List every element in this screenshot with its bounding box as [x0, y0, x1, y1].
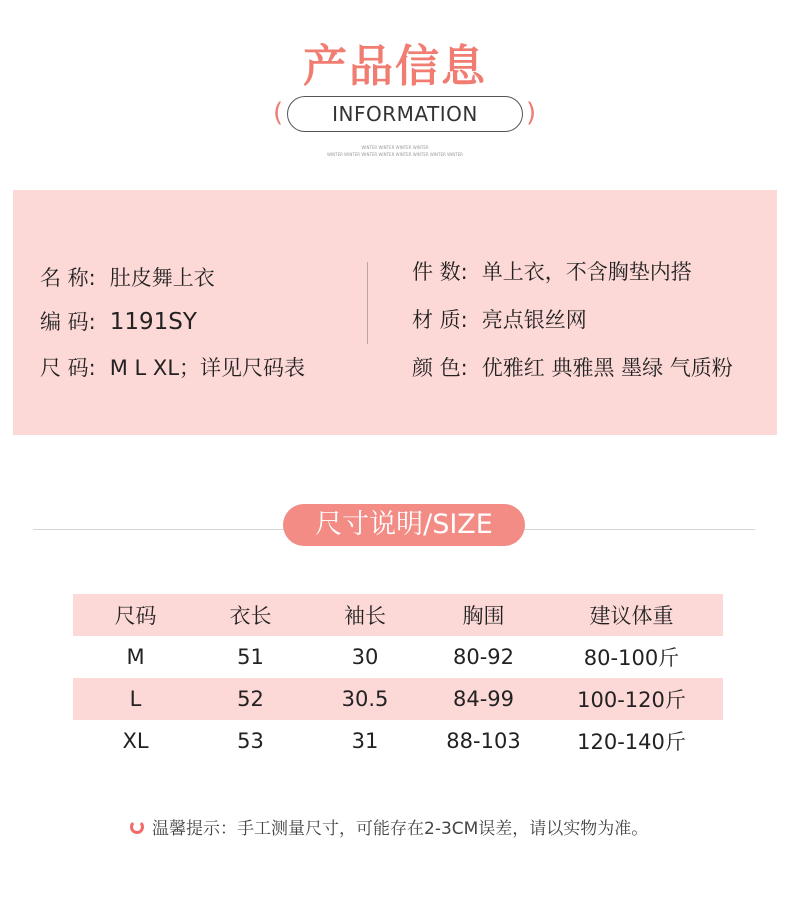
- table-row: [73, 678, 723, 720]
- column-header: 胸围: [462, 604, 505, 628]
- table-cell: 88-103: [446, 729, 521, 753]
- table-cell: 51: [237, 645, 264, 669]
- table-cell: 52: [237, 687, 264, 711]
- table-cell: M: [126, 645, 145, 669]
- circle-arrow-icon: [130, 820, 144, 834]
- table-cell: 80-92: [452, 645, 515, 669]
- right-parenthesis: ): [526, 98, 537, 128]
- field-value: 肚皮舞上衣: [109, 266, 215, 290]
- information-subtitle: INFORMATION: [287, 96, 523, 132]
- field-label: 材 质:: [412, 308, 468, 332]
- panel-divider: [367, 262, 368, 344]
- field-value: 亮点银丝网: [481, 308, 587, 332]
- field-value: 优雅红 典雅黑 墨绿 气质粉: [481, 356, 733, 380]
- product-count-row: [412, 256, 692, 286]
- product-name-row: [40, 262, 215, 292]
- table-cell: XL: [122, 729, 149, 753]
- field-value: 单上衣，不含胸垫内搭: [481, 260, 692, 284]
- table-cell: L: [129, 687, 142, 711]
- field-label: 尺 码:: [40, 356, 96, 380]
- column-header: 建议体重: [589, 604, 674, 628]
- product-color-row: [412, 352, 733, 382]
- table-cell: 53: [237, 729, 264, 753]
- note-text: 温馨提示：手工测量尺寸，可能存在2-3CM误差，请以实物为准。: [152, 819, 649, 839]
- table-row: [73, 720, 723, 762]
- table-cell: 80-100斤: [583, 646, 680, 670]
- left-parenthesis: (: [273, 98, 284, 128]
- column-header: 衣长: [229, 604, 272, 628]
- field-label: 颜 色:: [412, 356, 468, 380]
- table-cell: 30: [351, 645, 379, 669]
- decorative-winter-text: WINTER WINTER WINTER WINTER: [361, 145, 429, 150]
- table-cell: 30.5: [341, 687, 389, 711]
- table-cell: 120-140斤: [577, 730, 686, 754]
- product-code-row: [40, 306, 197, 336]
- measurement-note: [130, 814, 648, 839]
- column-header: 尺码: [114, 604, 157, 628]
- field-value: 1191SY: [109, 309, 197, 335]
- product-size-row: [40, 352, 305, 382]
- decorative-winter-text: WINTER WINTER WINTER WINTER WINTER WINTER WINTER WINTER: [327, 152, 463, 157]
- column-header: 袖长: [344, 604, 386, 628]
- table-row: [73, 636, 723, 678]
- product-material-row: [412, 304, 587, 334]
- size-table: [73, 594, 723, 762]
- table-cell: 100-120斤: [577, 688, 686, 712]
- field-value: M L XL；详见尺码表: [109, 356, 306, 380]
- field-label: 件 数:: [412, 260, 468, 284]
- field-label: 名 称:: [40, 266, 96, 290]
- field-label: 编 码:: [40, 310, 96, 334]
- table-cell: 31: [351, 729, 379, 753]
- page-title: 产品信息: [303, 41, 487, 92]
- table-cell: 84-99: [452, 687, 515, 711]
- table-header-row: [73, 594, 723, 636]
- size-section-title: 尺寸说明/SIZE: [283, 504, 525, 546]
